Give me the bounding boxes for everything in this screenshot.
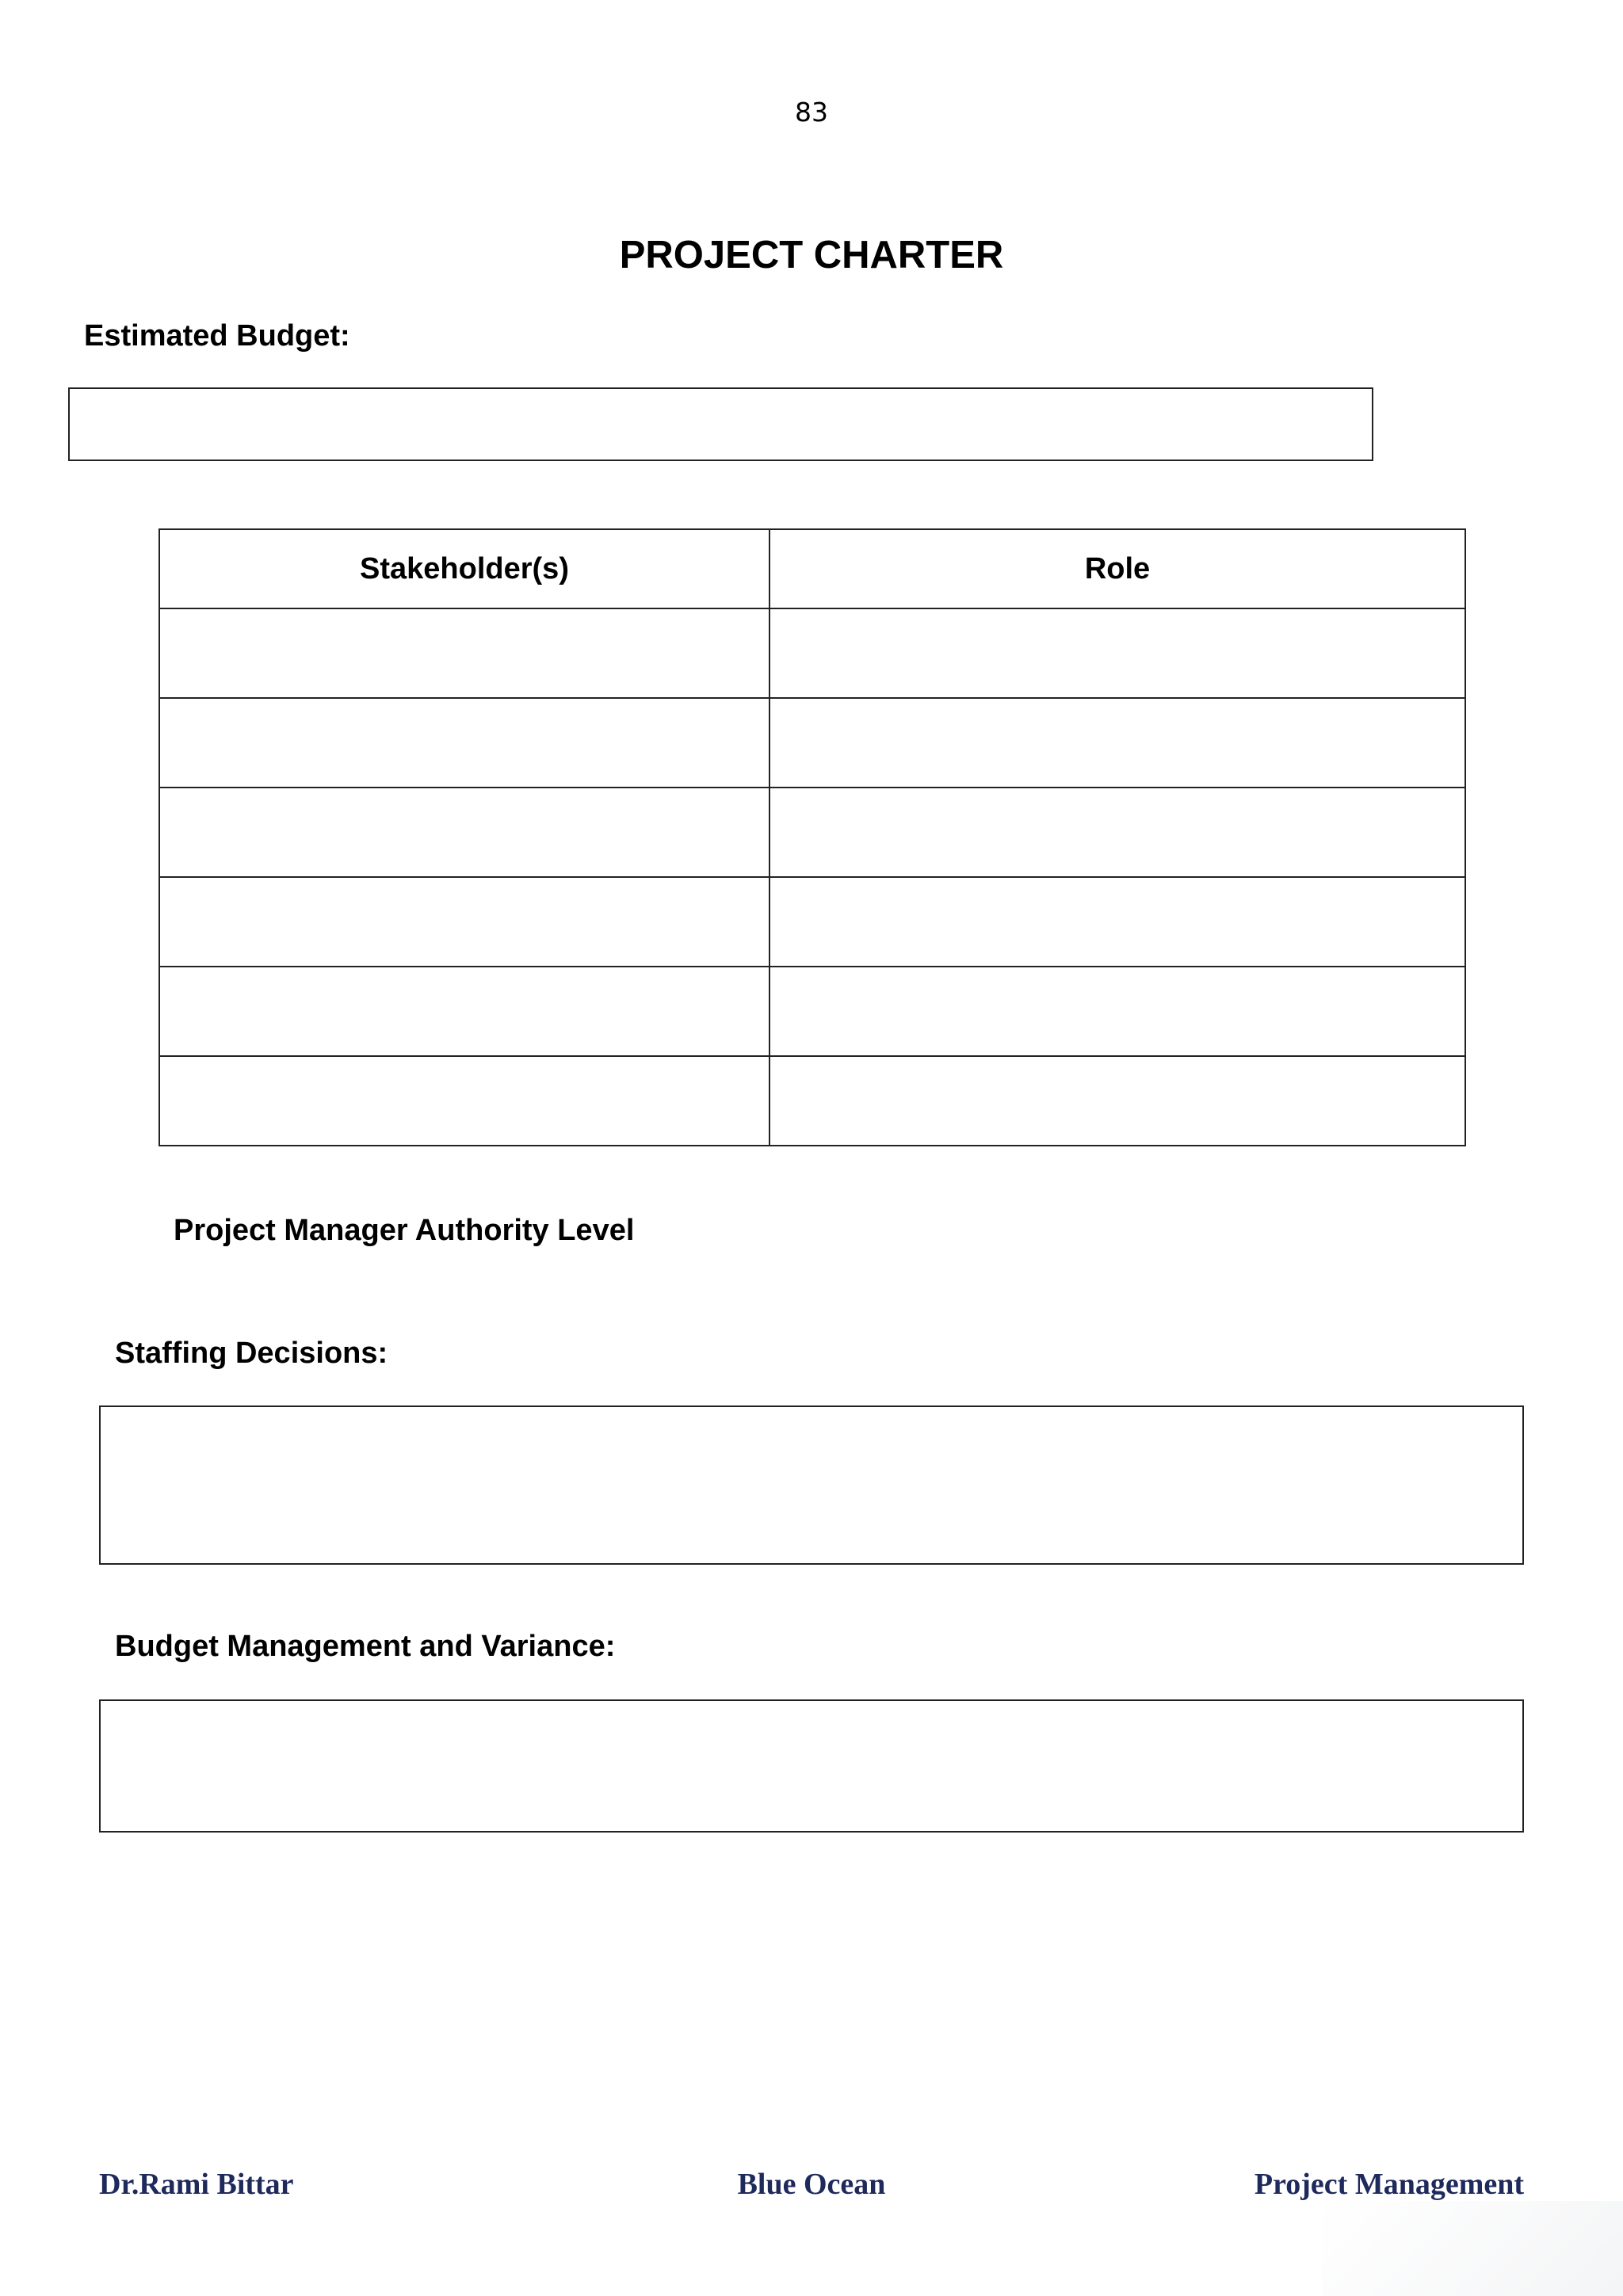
- role-cell[interactable]: [769, 967, 1465, 1056]
- page-corner-shadow: [1322, 2201, 1623, 2296]
- role-column-header: Role: [769, 529, 1465, 608]
- estimated-budget-label: Estimated Budget:: [84, 319, 350, 353]
- role-cell[interactable]: [769, 1056, 1465, 1146]
- staffing-decisions-field[interactable]: [99, 1405, 1524, 1565]
- stakeholder-cell[interactable]: [159, 967, 769, 1056]
- table-row: [159, 967, 1465, 1056]
- table-row: [159, 877, 1465, 967]
- footer-author: Dr.Rami Bittar: [99, 2168, 294, 2201]
- stakeholder-cell[interactable]: [159, 698, 769, 788]
- stakeholder-column-header: Stakeholder(s): [159, 529, 769, 608]
- stakeholder-cell[interactable]: [159, 877, 769, 967]
- role-cell[interactable]: [769, 698, 1465, 788]
- page-number: 83: [795, 97, 828, 128]
- staffing-decisions-label: Staffing Decisions:: [115, 1337, 388, 1370]
- table-header-row: [159, 529, 1465, 608]
- page-title: PROJECT CHARTER: [619, 234, 1004, 277]
- budget-management-field[interactable]: [99, 1699, 1524, 1833]
- table-row: [159, 608, 1465, 698]
- stakeholder-table: [158, 528, 1466, 1146]
- footer-company: Blue Ocean: [737, 2168, 886, 2201]
- footer-subject: Project Management: [1254, 2168, 1524, 2201]
- role-cell[interactable]: [769, 877, 1465, 967]
- table-row: [159, 1056, 1465, 1146]
- table-row: [159, 698, 1465, 788]
- role-cell[interactable]: [769, 608, 1465, 698]
- stakeholder-cell[interactable]: [159, 1056, 769, 1146]
- role-cell[interactable]: [769, 788, 1465, 877]
- table-row: [159, 788, 1465, 877]
- estimated-budget-field[interactable]: [68, 387, 1373, 461]
- stakeholder-cell[interactable]: [159, 788, 769, 877]
- stakeholder-cell[interactable]: [159, 608, 769, 698]
- authority-level-heading: Project Manager Authority Level: [174, 1214, 635, 1247]
- budget-management-label: Budget Management and Variance:: [115, 1630, 616, 1663]
